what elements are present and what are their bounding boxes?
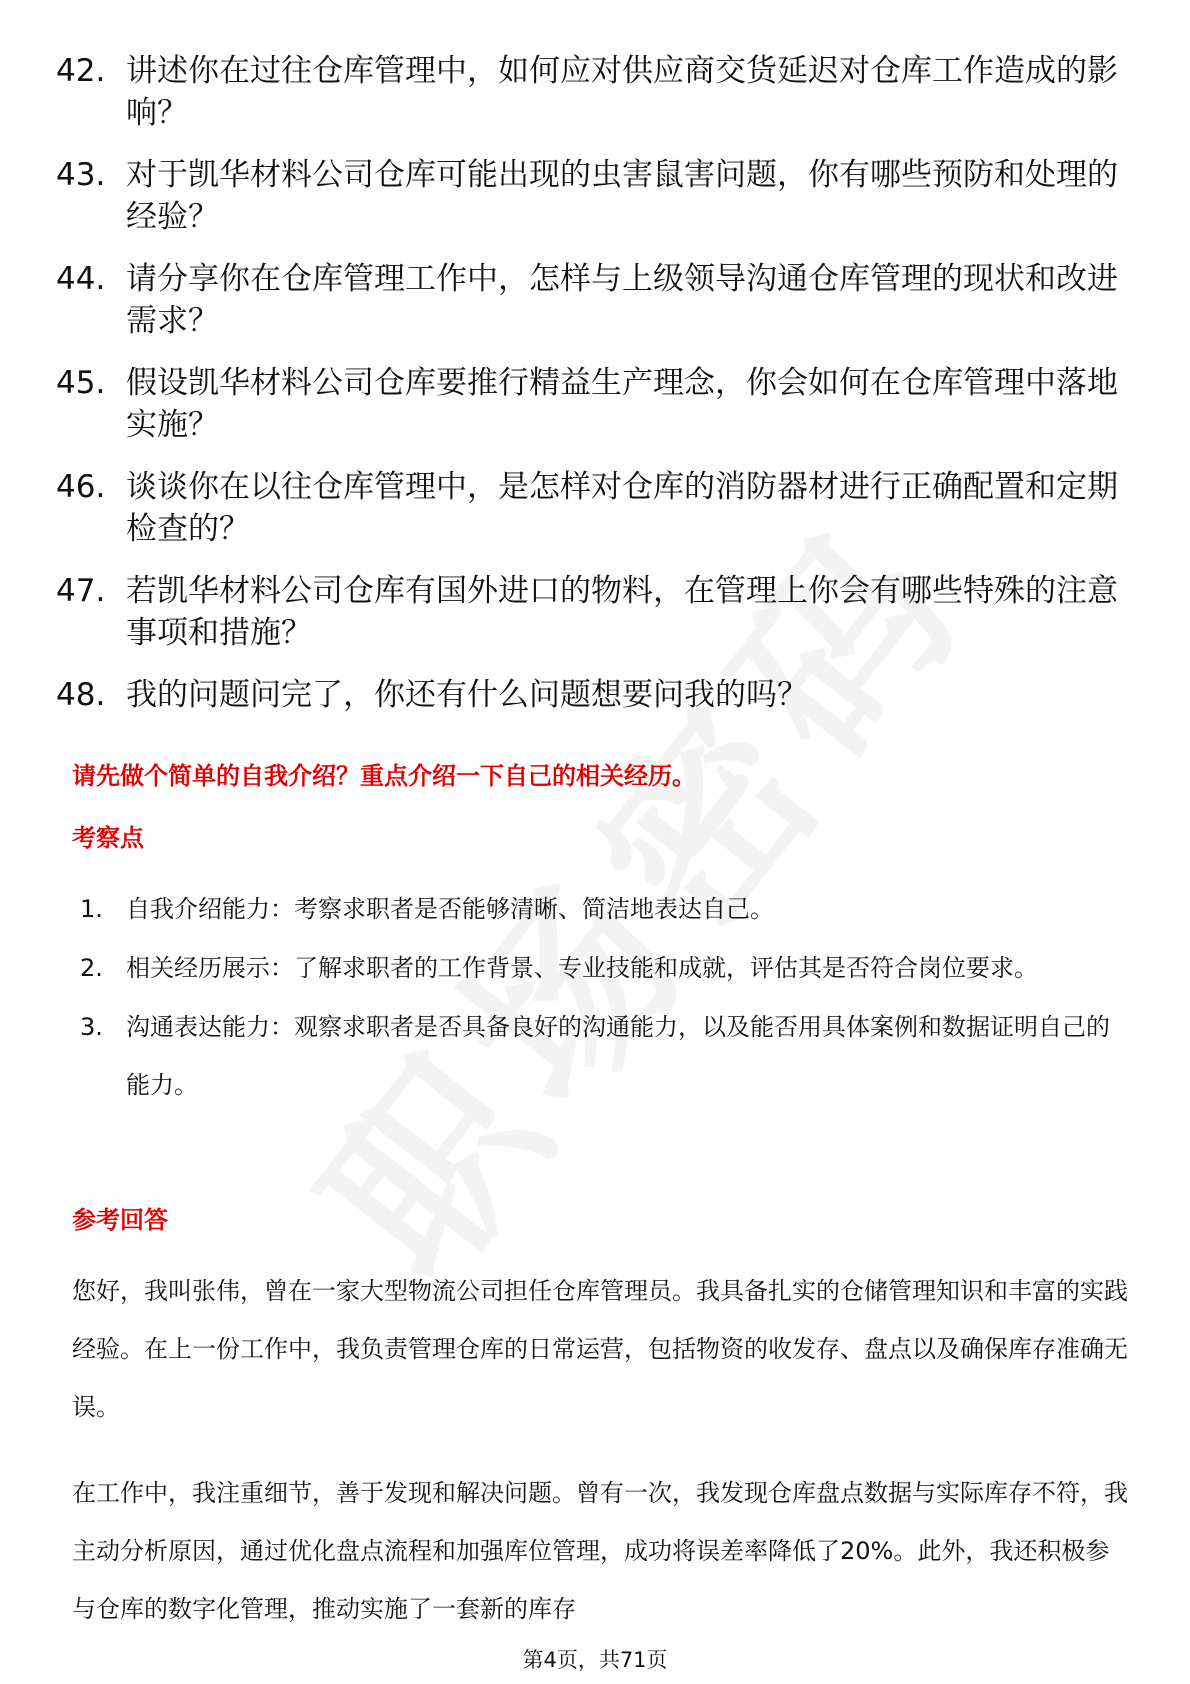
page-footer: 第4页，共71页 xyxy=(522,1648,668,1672)
assessment-item xyxy=(80,939,1120,997)
question-text: 谈谈你在以往仓库管理中，是怎样对仓库的消防器材进行正确配置和定期检查的？ xyxy=(126,469,1118,547)
assessment-number: 3. xyxy=(80,1013,103,1041)
question-text: 讲述你在过往仓库管理中，如何应对供应商交货延迟对仓库工作造成的影响？ xyxy=(126,53,1118,131)
question-item xyxy=(56,674,1136,716)
question-item xyxy=(56,50,1136,134)
question-number: 46. xyxy=(56,469,106,505)
assessment-text: 相关经历展示：了解求职者的工作背景、专业技能和成就，评估其是否符合岗位要求。 xyxy=(126,954,1038,982)
question-item xyxy=(56,258,1136,342)
question-item xyxy=(56,466,1136,550)
question-text: 我的问题问完了，你还有什么问题想要问我的吗？ xyxy=(126,677,808,713)
assessment-list xyxy=(80,880,1120,1115)
question-item xyxy=(56,570,1136,654)
assessment-text: 自我介绍能力：考察求职者是否能够清晰、简洁地表达自己。 xyxy=(126,895,774,923)
question-list xyxy=(56,50,1136,736)
question-number: 43. xyxy=(56,157,106,193)
question-number: 45. xyxy=(56,365,106,401)
question-item xyxy=(56,154,1136,238)
question-number: 42. xyxy=(56,53,106,89)
question-number: 44. xyxy=(56,261,106,297)
question-number: 47. xyxy=(56,573,106,609)
assessment-heading: 考察点 xyxy=(72,824,144,852)
question-item xyxy=(56,362,1136,446)
assessment-number: 2. xyxy=(80,954,103,982)
question-heading: 请先做个简单的自我介绍？重点介绍一下自己的相关经历。 xyxy=(72,762,696,790)
assessment-text: 沟通表达能力：观察求职者是否具备良好的沟通能力，以及能否用具体案例和数据证明自己的能力。 xyxy=(126,1013,1110,1099)
assessment-item xyxy=(80,998,1120,1114)
assessment-number: 1. xyxy=(80,895,103,923)
answer-paragraph: 在工作中，我注重细节，善于发现和解决问题。曾有一次，我发现仓库盘点数据与实际库存不符，我主动分析原因，通过优化盘点流程和加强库位管理，成功将误差率降低了20%。此外，我还积极参与仓库的数字化管理，推动实施了一套新的库存 xyxy=(72,1479,1128,1623)
assessment-item xyxy=(80,880,1120,938)
question-text: 请分享你在仓库管理工作中，怎样与上级领导沟通仓库管理的现状和改进需求？ xyxy=(126,261,1118,339)
answer-paragraph: 您好，我叫张伟，曾在一家大型物流公司担任仓库管理员。我具备扎实的仓储管理知识和丰富的实践经验。在上一份工作中，我负责管理仓库的日常运营，包括物资的收发存、盘点以及确保库存准确无误。 xyxy=(72,1277,1128,1421)
question-number: 48. xyxy=(56,677,106,713)
question-text: 对于凯华材料公司仓库可能出现的虫害鼠害问题，你有哪些预防和处理的经验？ xyxy=(126,157,1118,235)
question-text: 假设凯华材料公司仓库要推行精益生产理念，你会如何在仓库管理中落地实施？ xyxy=(126,365,1118,443)
question-text: 若凯华材料公司仓库有国外进口的物料，在管理上你会有哪些特殊的注意事项和措施？ xyxy=(126,573,1118,651)
answer-heading: 参考回答 xyxy=(72,1206,168,1234)
